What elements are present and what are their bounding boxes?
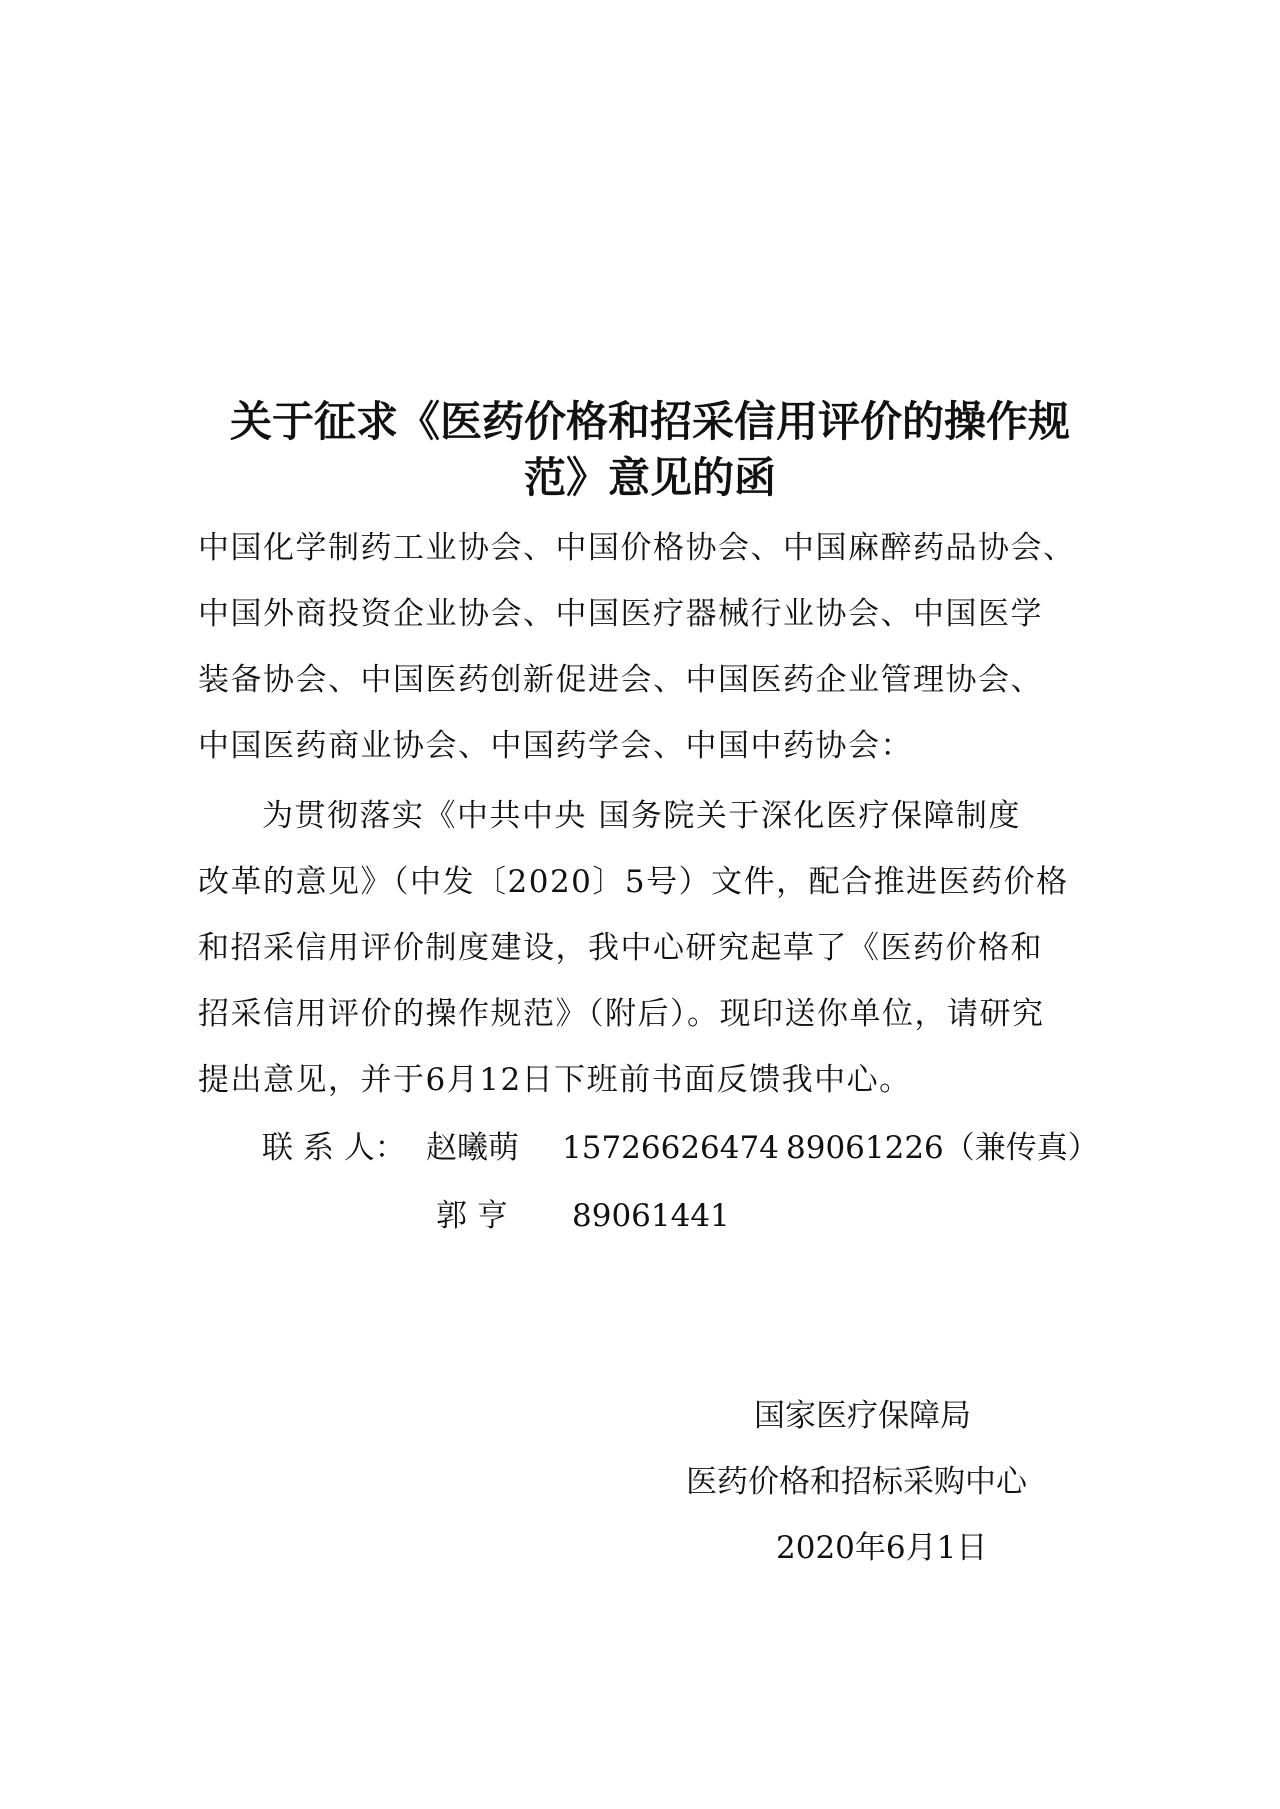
- recipient-line: 中国外商投资企业协会、中国医疗器械行业协会、中国医学: [198, 596, 1043, 632]
- contact-person-1-mobile: 15726626474: [562, 1130, 779, 1166]
- contact-person-2-phone: 89061441: [572, 1198, 730, 1234]
- recipient-line: 中国医药商业协会、中国药学会、中国中药协会：: [198, 728, 913, 764]
- signature-org-1: 国家医疗保障局: [754, 1398, 971, 1434]
- contact-label: 联 系 人：: [262, 1130, 406, 1166]
- body-paragraph-line: 招采信用评价的操作规范》（附后）。现印送你单位，请研究: [198, 996, 1045, 1032]
- signature-org-2: 医药价格和招标采购中心: [686, 1464, 1027, 1500]
- body-paragraph-line: 提出意见，并于6月12日下班前书面反馈我中心。: [198, 1062, 912, 1098]
- title-line-1: 关于征求《医药价格和招采信用评价的操作规: [229, 397, 1070, 446]
- contact-person-1-name: 赵曦萌: [426, 1130, 519, 1166]
- contact-person-1-phone: 89061226（兼传真）: [786, 1130, 1099, 1166]
- body-paragraph-line: 为贯彻落实《中共中央 国务院关于深化医疗保障制度: [262, 798, 1021, 834]
- recipient-line: 中国化学制药工业协会、中国价格协会、中国麻醉药品协会、: [198, 530, 1076, 566]
- body-paragraph-line: 和招采信用评价制度建设，我中心研究起草了《医药价格和: [198, 930, 1043, 966]
- recipient-line: 装备协会、中国医药创新促进会、中国医药企业管理协会、: [198, 662, 1043, 698]
- body-paragraph-line: 改革的意见》（中发〔2020〕5号）文件，配合推进医药价格: [198, 864, 1069, 900]
- signature-date: 2020年6月1日: [776, 1530, 988, 1566]
- title-line-2: 范》意见的函: [523, 453, 776, 502]
- document-title: [190, 394, 1110, 506]
- contact-person-2-name: 郭 亨: [436, 1198, 508, 1234]
